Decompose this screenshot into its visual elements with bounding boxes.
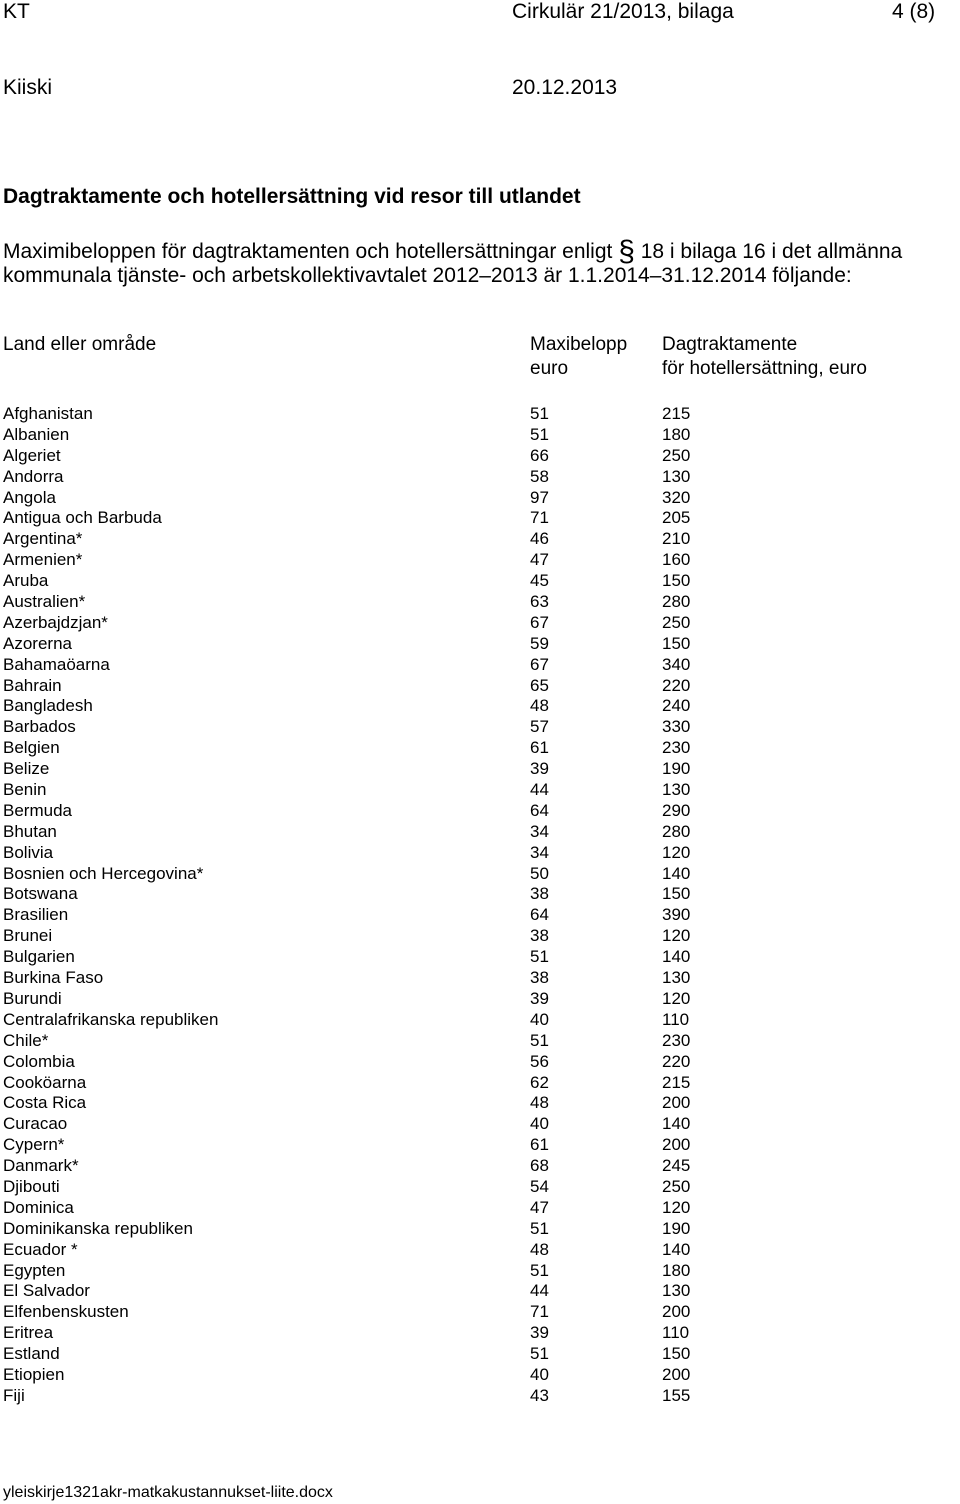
- hotel-allowance-cell: 160: [662, 550, 691, 570]
- max-amount-cell: 61: [530, 1135, 549, 1155]
- hotel-allowance-cell: 220: [662, 675, 691, 695]
- table-row: [0, 1134, 960, 1155]
- hotel-allowance-cell: 215: [662, 404, 691, 423]
- country-cell: Botswana: [3, 884, 78, 904]
- table-row: [0, 1301, 960, 1322]
- country-cell: Bulgarien: [3, 947, 75, 967]
- hotel-allowance-cell: 250: [662, 612, 691, 632]
- country-cell: Estland: [3, 1344, 60, 1364]
- max-amount-cell: 48: [530, 1093, 549, 1113]
- table-row: [0, 487, 960, 508]
- table-row: [0, 1280, 960, 1301]
- max-amount-cell: 51: [530, 1218, 549, 1238]
- max-amount-cell: 39: [530, 1323, 549, 1343]
- max-amount-cell: 51: [530, 947, 549, 967]
- table-row: [0, 1155, 960, 1176]
- table-row: [0, 445, 960, 466]
- max-amount-cell: 56: [530, 1051, 549, 1071]
- intro-line-2: kommunala tjänste- och arbetskollektivavtalet 2012–2013 är 1.1.2014–31.12.2014 följande:: [3, 264, 852, 287]
- country-cell: Benin: [3, 780, 47, 800]
- page-number: 4 (8): [892, 0, 936, 23]
- column-header-country: Land eller område: [3, 334, 157, 355]
- country-cell: Afghanistan: [3, 404, 93, 423]
- country-cell: Andorra: [3, 466, 64, 486]
- table-row: [0, 1072, 960, 1093]
- table-row: [0, 758, 960, 779]
- country-cell: El Salvador: [3, 1281, 90, 1301]
- document-title: Dagtraktamente och hotellersättning vid resor till utlandet: [3, 185, 581, 208]
- table-row: [0, 633, 960, 654]
- table-row: [0, 1322, 960, 1343]
- max-amount-cell: 51: [530, 404, 549, 423]
- country-cell: Bangladesh: [3, 696, 93, 716]
- hotel-allowance-cell: 290: [662, 800, 691, 820]
- country-cell: Algeriet: [3, 445, 61, 465]
- max-amount-cell: 59: [530, 633, 549, 653]
- table-row: [0, 821, 960, 842]
- max-amount-cell: 40: [530, 1114, 549, 1134]
- hotel-allowance-cell: 155: [662, 1385, 691, 1405]
- table-row: [0, 946, 960, 967]
- hotel-allowance-cell: 230: [662, 1030, 691, 1050]
- max-amount-cell: 68: [530, 1156, 549, 1176]
- country-cell: Antigua och Barbuda: [3, 508, 162, 528]
- country-cell: Belgien: [3, 738, 60, 758]
- country-cell: Armenien*: [3, 550, 83, 570]
- hotel-allowance-cell: 190: [662, 1218, 691, 1238]
- hotel-allowance-cell: 120: [662, 842, 691, 862]
- max-amount-cell: 61: [530, 738, 549, 758]
- max-amount-cell: 45: [530, 571, 549, 591]
- table-row: [0, 403, 960, 424]
- max-amount-cell: 39: [530, 759, 549, 779]
- country-cell: Colombia: [3, 1051, 75, 1071]
- country-cell: Australien*: [3, 592, 86, 612]
- hotel-allowance-cell: 330: [662, 717, 691, 737]
- intro-line-1: [3, 235, 958, 268]
- hotel-allowance-cell: 140: [662, 863, 691, 883]
- max-amount-cell: 50: [530, 863, 549, 883]
- country-cell: Cooköarna: [3, 1072, 87, 1092]
- table-row: [0, 842, 960, 863]
- footer-filename: yleiskirje1321akr-matkakustannukset-liite.docx: [3, 1484, 333, 1501]
- hotel-allowance-cell: 280: [662, 821, 691, 841]
- country-cell: Ecuador *: [3, 1239, 78, 1259]
- hotel-allowance-cell: 140: [662, 947, 691, 967]
- table-row: [0, 424, 960, 445]
- max-amount-cell: 51: [530, 1030, 549, 1050]
- table-row: [0, 549, 960, 570]
- max-amount-cell: 64: [530, 800, 549, 820]
- max-amount-cell: 48: [530, 696, 549, 716]
- country-cell: Bhutan: [3, 821, 57, 841]
- max-amount-cell: 47: [530, 1197, 549, 1217]
- max-amount-cell: 51: [530, 1260, 549, 1280]
- max-amount-cell: 67: [530, 612, 549, 632]
- hotel-allowance-cell: 230: [662, 738, 691, 758]
- table-row: [0, 1197, 960, 1218]
- max-amount-cell: 63: [530, 592, 549, 612]
- hotel-allowance-cell: 110: [662, 1009, 690, 1029]
- country-cell: Cypern*: [3, 1135, 65, 1155]
- max-amount-cell: 67: [530, 654, 549, 674]
- table-row: [0, 716, 960, 737]
- intro-text-after: 18 i bilaga 16 i det allmänna: [634, 240, 903, 263]
- country-cell: Fiji: [3, 1385, 25, 1405]
- table-row: [0, 654, 960, 675]
- hotel-allowance-cell: 200: [662, 1135, 691, 1155]
- column-header-hotel: Dagtraktamente: [662, 334, 798, 355]
- country-cell: Belize: [3, 759, 50, 779]
- hotel-allowance-cell: 150: [662, 1344, 691, 1364]
- country-cell: Bahrain: [3, 675, 62, 695]
- document-date: 20.12.2013: [512, 76, 618, 99]
- max-amount-cell: 66: [530, 445, 549, 465]
- max-amount-cell: 51: [530, 424, 549, 444]
- table-row: [0, 1239, 960, 1260]
- table-row: [0, 570, 960, 591]
- hotel-allowance-cell: 140: [662, 1114, 691, 1134]
- table-row: [0, 507, 960, 528]
- country-cell: Etiopien: [3, 1364, 65, 1384]
- max-amount-cell: 65: [530, 675, 549, 695]
- hotel-allowance-cell: 250: [662, 445, 691, 465]
- author-name: Kiiski: [3, 76, 53, 99]
- table-row: [0, 1113, 960, 1134]
- hotel-allowance-cell: 320: [662, 487, 691, 507]
- country-cell: Dominica: [3, 1197, 74, 1217]
- country-cell: Bolivia: [3, 842, 54, 862]
- country-cell: Dominikanska republiken: [3, 1218, 193, 1238]
- hotel-allowance-cell: 200: [662, 1093, 691, 1113]
- table-row: [0, 528, 960, 549]
- max-amount-cell: 47: [530, 550, 549, 570]
- country-cell: Centralafrikanska republiken: [3, 1009, 219, 1029]
- country-cell: Costa Rica: [3, 1093, 87, 1113]
- circular-reference: Cirkulär 21/2013, bilaga: [512, 0, 734, 23]
- country-cell: Curacao: [3, 1114, 68, 1134]
- hotel-allowance-cell: 130: [662, 968, 691, 988]
- hotel-allowance-cell: 110: [662, 1323, 690, 1343]
- hotel-allowance-cell: 200: [662, 1302, 691, 1322]
- column-header-max-unit: euro: [530, 358, 569, 379]
- country-cell: Elfenbenskusten: [3, 1302, 129, 1322]
- country-cell: Azerbajdzjan*: [3, 612, 108, 632]
- max-amount-cell: 71: [530, 1302, 549, 1322]
- intro-paragraph: [3, 237, 958, 288]
- table-row: [0, 779, 960, 800]
- table-row: [0, 737, 960, 758]
- table-row: [0, 466, 960, 487]
- country-cell: Albanien: [3, 424, 70, 444]
- max-amount-cell: 40: [530, 1364, 549, 1384]
- max-amount-cell: 44: [530, 780, 549, 800]
- country-cell: Chile*: [3, 1030, 49, 1050]
- hotel-allowance-cell: 130: [662, 780, 691, 800]
- hotel-allowance-cell: 190: [662, 759, 691, 779]
- table-row: [0, 591, 960, 612]
- country-cell: Barbados: [3, 717, 76, 737]
- country-cell: Brunei: [3, 926, 53, 946]
- table-row: [0, 925, 960, 946]
- max-amount-cell: 46: [530, 529, 549, 549]
- country-cell: Danmark*: [3, 1156, 79, 1176]
- hotel-allowance-cell: 210: [662, 529, 691, 549]
- table-row: [0, 1218, 960, 1239]
- section-sign: §: [618, 235, 635, 268]
- table-row: [0, 904, 960, 925]
- country-cell: Bosnien och Hercegovina*: [3, 863, 204, 883]
- country-cell: Angola: [3, 487, 56, 507]
- hotel-allowance-cell: 140: [662, 1239, 691, 1259]
- hotel-allowance-cell: 120: [662, 926, 691, 946]
- country-cell: Burkina Faso: [3, 968, 104, 988]
- hotel-allowance-cell: 180: [662, 1260, 691, 1280]
- hotel-allowance-cell: 220: [662, 1051, 691, 1071]
- table-row: [0, 1092, 960, 1113]
- country-cell: Egypten: [3, 1260, 66, 1280]
- max-amount-cell: 97: [530, 487, 549, 507]
- country-cell: Bahamaöarna: [3, 654, 110, 674]
- intro-text-before: Maximibeloppen för dagtraktamenten och hotellersättningar enligt: [3, 240, 619, 263]
- max-amount-cell: 43: [530, 1385, 549, 1405]
- max-amount-cell: 54: [530, 1176, 549, 1196]
- hotel-allowance-cell: 120: [662, 1197, 691, 1217]
- max-amount-cell: 38: [530, 968, 549, 988]
- table-row: [0, 883, 960, 904]
- table-row: [0, 1051, 960, 1072]
- max-amount-cell: 64: [530, 905, 549, 925]
- max-amount-cell: 39: [530, 988, 549, 1008]
- table-row: [0, 695, 960, 716]
- hotel-allowance-cell: 340: [662, 654, 691, 674]
- table-row: [0, 675, 960, 696]
- table-row: [0, 863, 960, 884]
- column-header-max: Maxibelopp: [530, 334, 628, 355]
- country-cell: Bermuda: [3, 800, 72, 820]
- table-row: [0, 1260, 960, 1281]
- country-cell: Azorerna: [3, 633, 72, 653]
- max-amount-cell: 71: [530, 508, 549, 528]
- max-amount-cell: 58: [530, 466, 549, 486]
- hotel-allowance-cell: 245: [662, 1156, 691, 1176]
- table-row: [0, 1364, 960, 1385]
- hotel-allowance-cell: 200: [662, 1364, 691, 1384]
- max-amount-cell: 38: [530, 884, 549, 904]
- hotel-allowance-cell: 280: [662, 592, 691, 612]
- hotel-allowance-cell: 130: [662, 1281, 691, 1301]
- max-amount-cell: 34: [530, 842, 549, 862]
- hotel-allowance-cell: 150: [662, 571, 691, 591]
- table-row: [0, 1385, 960, 1406]
- max-amount-cell: 62: [530, 1072, 549, 1092]
- hotel-allowance-cell: 150: [662, 633, 691, 653]
- table-row: [0, 1176, 960, 1197]
- table-row: [0, 967, 960, 988]
- country-cell: Djibouti: [3, 1176, 60, 1196]
- hotel-allowance-cell: 180: [662, 424, 691, 444]
- column-header-hotel-unit: för hotellersättning, euro: [662, 358, 867, 379]
- max-amount-cell: 34: [530, 821, 549, 841]
- organization-label: KT: [3, 0, 30, 23]
- max-amount-cell: 48: [530, 1239, 549, 1259]
- country-cell: Eritrea: [3, 1323, 54, 1343]
- hotel-allowance-cell: 205: [662, 508, 691, 528]
- country-cell: Burundi: [3, 988, 62, 1008]
- country-cell: Argentina*: [3, 529, 83, 549]
- hotel-allowance-cell: 240: [662, 696, 691, 716]
- max-amount-cell: 40: [530, 1009, 549, 1029]
- table-row: [0, 1009, 960, 1030]
- hotel-allowance-cell: 215: [662, 1072, 691, 1092]
- max-amount-cell: 57: [530, 717, 549, 737]
- max-amount-cell: 51: [530, 1344, 549, 1364]
- hotel-allowance-cell: 120: [662, 988, 691, 1008]
- table-row: [0, 800, 960, 821]
- max-amount-cell: 38: [530, 926, 549, 946]
- table-row: [0, 988, 960, 1009]
- table-row: [0, 1030, 960, 1051]
- country-cell: Aruba: [3, 571, 49, 591]
- table-row: [0, 1343, 960, 1364]
- allowance-table: [0, 403, 960, 1406]
- hotel-allowance-cell: 150: [662, 884, 691, 904]
- max-amount-cell: 44: [530, 1281, 549, 1301]
- hotel-allowance-cell: 250: [662, 1176, 691, 1196]
- country-cell: Brasilien: [3, 905, 69, 925]
- hotel-allowance-cell: 390: [662, 905, 691, 925]
- hotel-allowance-cell: 130: [662, 466, 691, 486]
- table-row: [0, 612, 960, 633]
